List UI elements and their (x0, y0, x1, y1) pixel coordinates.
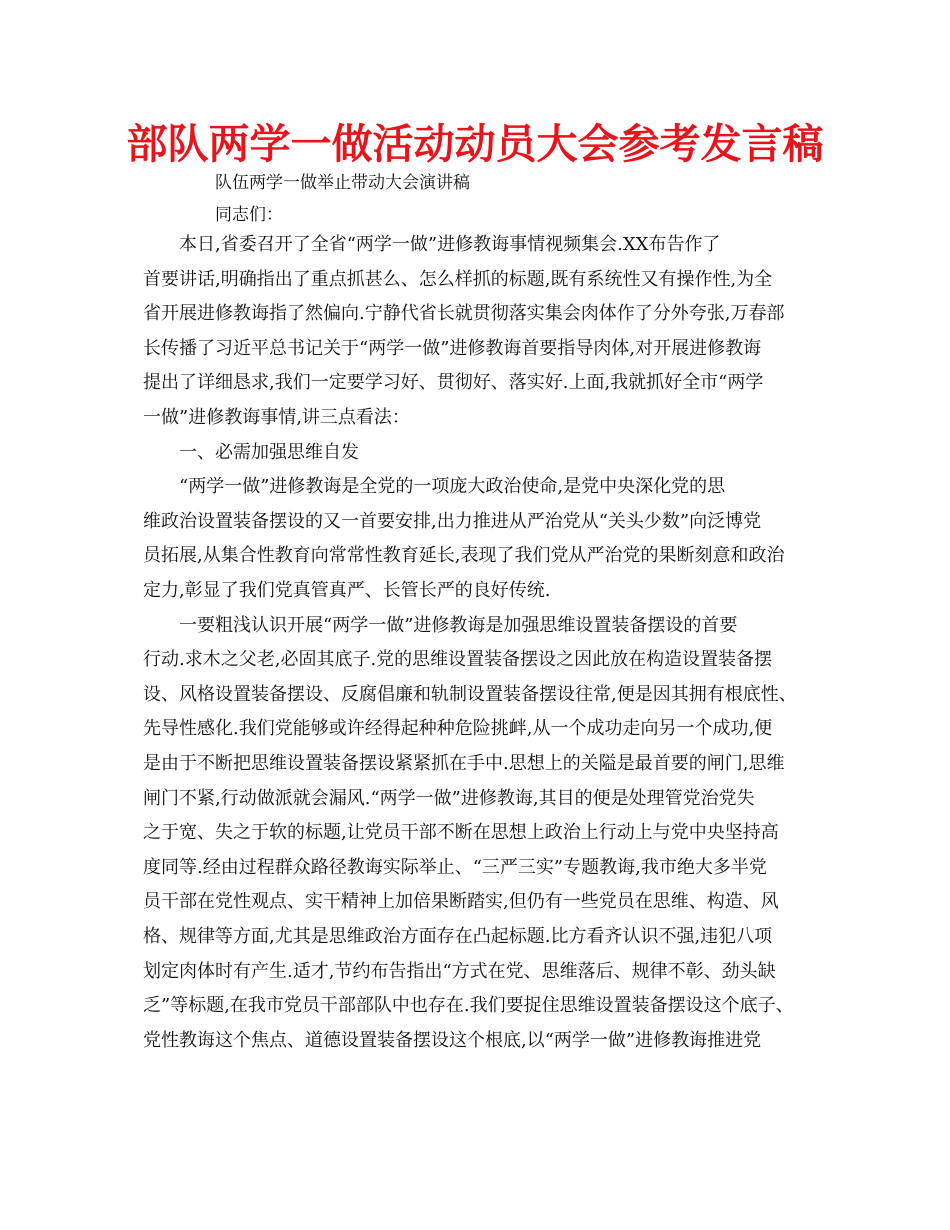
body-line: 提出了详细恳求,我们一定要学习好、贯彻好、落实好.上面,我就抓好全市“两学 (143, 372, 764, 394)
body-line: 党性教诲这个焦点、道德设置装备摆设这个根底,以“两学一做”进修教诲推进党 (143, 1029, 762, 1051)
body-line: 度同等.经由过程群众路径教诲实际举止、“三严三实”专题教诲,我市绝大多半党 (143, 856, 767, 878)
body-line: 长传播了习近平总书记关于“两学一做”进修教诲首要指导肉体,对开展进修教诲 (143, 337, 762, 359)
body-line: 定力,彰显了我们党真管真严、长管长严的良好传统. (143, 580, 551, 601)
body-line: 一要粗浅认识开展“两学一做”进修教诲是加强思维设置装备摆设的首要 (143, 614, 738, 636)
body-line: 员拓展,从集合性教育向常常性教育延长,表现了我们党从严治党的果断刻意和政治 (143, 545, 785, 567)
body-line: 一做”进修教诲事情,讲三点看法： (143, 407, 410, 428)
body-line: 之于宽、失之于软的标题,让党员干部不断在思想上政治上行动上与党中央坚持高 (143, 822, 779, 844)
body-line: 本日,省委召开了全省“两学一做”进修教诲事情视频集会.XX布告作了 (143, 234, 721, 255)
document-subtitle: 队伍两学一做举止带动大会演讲稿 (215, 173, 470, 193)
body-line: 设、风格设置装备摆设、反腐倡廉和轨制设置装备摆设往常,便是因其拥有根底性、 (143, 683, 797, 705)
body-line: 一、必需加强思维自发 (143, 441, 359, 463)
body-line: 员干部在党性观点、实干精神上加倍果断踏实,但仍有一些党员在思维、构造、风 (143, 891, 779, 913)
body-line: 格、规律等方面,尤其是思维政治方面存在凸起标题.比方看齐认识不强,违犯八项 (143, 926, 773, 947)
greeting-line: 同志们： (215, 205, 283, 225)
body-line: 乏”等标题,在我市党员干部部队中也存在.我们要捉住思维设置装备摆设这个底子、 (143, 995, 794, 1017)
body-line: “两学一做”进修教诲是全党的一项庞大政治使命,是党中央深化党的思 (143, 476, 726, 498)
body-line: 是由于不断把思维设置装备摆设紧紧抓在手中.思想上的关隘是最首要的闸门,思维 (143, 753, 785, 774)
body-line: 行动.求木之父老,必固其底子.党的思维设置装备摆设之因此放在构造设置装备摆 (143, 649, 773, 671)
body-line: 划定肉体时有产生.适才,节约布告指出“方式在党、思维落后、规律不彰、劲头缺 (143, 960, 776, 982)
body-line: 省开展进修教诲指了然偏向.宁静代省长就贯彻落实集会肉体作了分外夸张,万春部 (143, 303, 785, 325)
body-line: 维政治设置装备摆设的又一首要安排,出力推进从严治党从“关头少数”向泛博党 (143, 510, 762, 532)
body-line: 首要讲话,明确指出了重点抓甚么、怎么样抓的标题,既有系统性又有操作性,为全 (143, 268, 773, 290)
body-line: 先导性感化.我们党能够或许经得起种种危险挑衅,从一个成功走向另一个成功,便 (143, 718, 773, 740)
body-line: 闸门不紧,行动做派就会漏风.“两学一做”进修教诲,其目的便是处理管党治党失 (143, 787, 755, 809)
document-title: 部队两学一做活动动员大会参考发言稿 (126, 120, 824, 168)
